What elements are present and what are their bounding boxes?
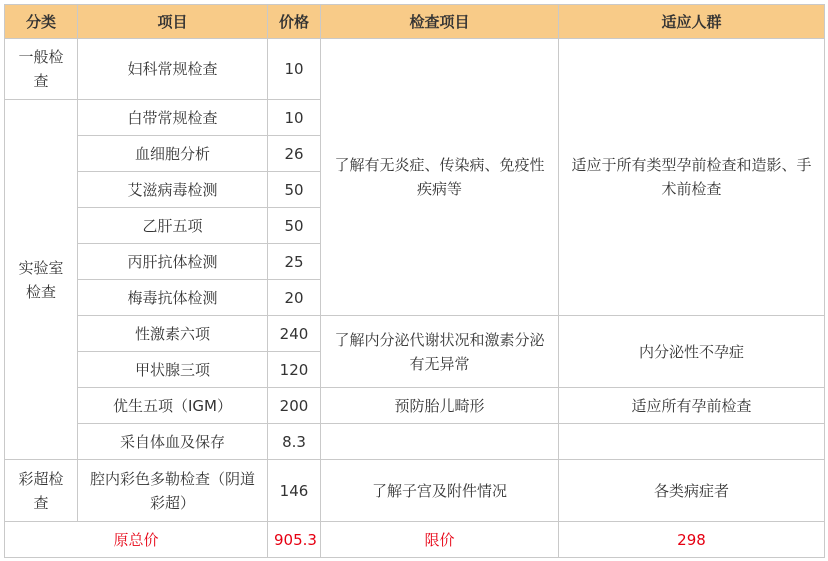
header-price: 价格 [268, 5, 321, 39]
price-cell: 10 [268, 39, 321, 100]
target-cell: 各类病症者 [559, 460, 825, 522]
header-category: 分类 [5, 5, 78, 39]
item-cell: 白带常规检查 [78, 100, 268, 136]
price-cell: 25 [268, 244, 321, 280]
item-cell: 优生五项（IGM） [78, 388, 268, 424]
check-items-cell: 预防胎儿畸形 [321, 388, 559, 424]
item-cell: 乙肝五项 [78, 208, 268, 244]
price-cell: 50 [268, 208, 321, 244]
target-cell: 适应所有孕前检查 [559, 388, 825, 424]
price-cell: 120 [268, 352, 321, 388]
header-target: 适应人群 [559, 5, 825, 39]
table-row [5, 388, 825, 424]
limited-price-label: 限价 [321, 522, 559, 558]
check-items-cell: 了解子宫及附件情况 [321, 460, 559, 522]
table-row [5, 424, 825, 460]
item-cell: 性激素六项 [78, 316, 268, 352]
original-total-label: 原总价 [5, 522, 268, 558]
header-row [5, 5, 825, 39]
header-check-items: 检查项目 [321, 5, 559, 39]
category-cell: 一般检查 [5, 39, 78, 100]
target-cell: 适应于所有类型孕前检查和造影、手术前检查 [559, 39, 825, 316]
target-cell-empty [559, 424, 825, 460]
item-cell: 腔内彩色多勒检查（阴道彩超） [78, 460, 268, 522]
item-cell: 妇科常规检查 [78, 39, 268, 100]
price-cell: 200 [268, 388, 321, 424]
price-cell: 8.3 [268, 424, 321, 460]
table-row [5, 460, 825, 522]
item-cell: 艾滋病毒检测 [78, 172, 268, 208]
item-cell: 血细胞分析 [78, 136, 268, 172]
item-cell: 采自体血及保存 [78, 424, 268, 460]
footer-row [5, 522, 825, 558]
check-items-cell: 了解有无炎症、传染病、免疫性疾病等 [321, 39, 559, 316]
table-row [5, 39, 825, 100]
header-item: 项目 [78, 5, 268, 39]
category-cell: 彩超检查 [5, 460, 78, 522]
item-cell: 梅毒抗体检测 [78, 280, 268, 316]
price-cell: 240 [268, 316, 321, 352]
price-table [4, 4, 825, 558]
original-total-value: 905.3 [268, 522, 321, 558]
price-cell: 26 [268, 136, 321, 172]
check-items-cell: 了解内分泌代谢状况和激素分泌有无异常 [321, 316, 559, 388]
price-cell: 146 [268, 460, 321, 522]
limited-price-value: 298 [559, 522, 825, 558]
item-cell: 甲状腺三项 [78, 352, 268, 388]
price-cell: 10 [268, 100, 321, 136]
price-cell: 50 [268, 172, 321, 208]
item-cell: 丙肝抗体检测 [78, 244, 268, 280]
target-cell: 内分泌性不孕症 [559, 316, 825, 388]
table-row [5, 316, 825, 352]
check-items-cell-empty [321, 424, 559, 460]
category-cell: 实验室检查 [5, 100, 78, 460]
price-cell: 20 [268, 280, 321, 316]
